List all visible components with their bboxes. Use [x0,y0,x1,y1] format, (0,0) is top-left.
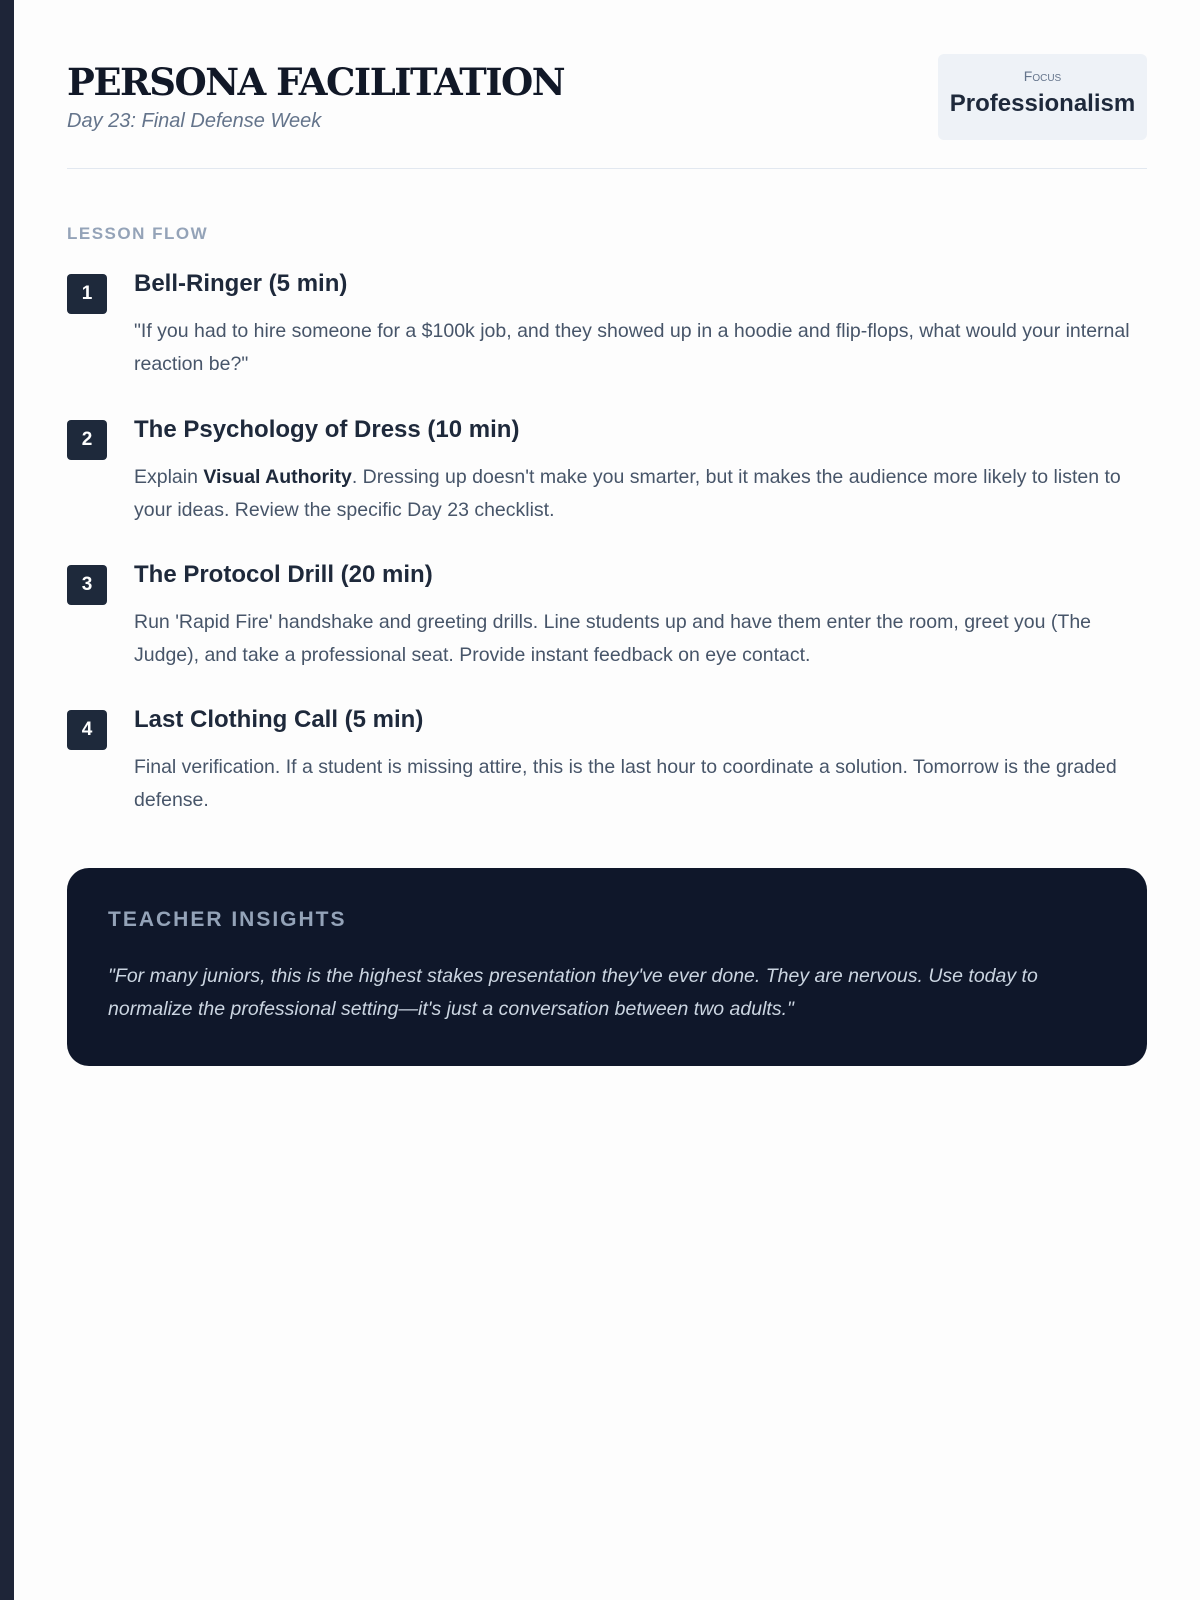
step-description-prefix: Explain [134,466,204,488]
lesson-flow-heading: LESSON FLOW [67,224,209,243]
step-description: Final verification. If a student is missing attire, this is the last hour to coordinate a solution. Tomorrow is the graded defense. [134,756,1117,811]
step-description-emphasis: Visual Authority [203,466,352,488]
step-title: The Psychology of Dress (10 min) [134,416,520,443]
focus-label: Focus [1023,68,1062,84]
step-number-badge: 1 [67,274,107,314]
step-title: Bell-Ringer (5 min) [134,270,348,297]
page-title: PERSONA FACILITATION [67,60,565,104]
step-title: Last Clothing Call (5 min) [134,706,424,733]
teacher-insights-heading: TEACHER INSIGHTS [108,908,347,931]
left-accent-bar [0,0,14,1600]
focus-badge [938,54,1147,140]
teacher-insights-card [67,868,1147,1066]
page-subtitle: Day 23: Final Defense Week [67,110,322,132]
lesson-page [67,0,1147,1020]
page-header [67,0,1147,169]
step-number-badge: 2 [67,420,107,460]
step-description: Run 'Rapid Fire' handshake and greeting drills. Line students up and have them enter the room, greet you (The Judge), and take a professional seat. Provide instant feedback on eye contact. [134,611,1092,666]
step-description-suffix: . Dressing up doesn't make you smarter, but it makes the audience more likely to listen to your ideas. Review the specific Day 23 checklist. [134,466,1121,521]
step-number-badge: 3 [67,565,107,605]
step-title: The Protocol Drill (20 min) [134,561,433,588]
teacher-insights-quote: "For many juniors, this is the highest stakes presentation they've ever done. They are nervous. Use today to normalize the professional setting—it's just a conversation between two adults." [108,965,1038,1020]
step-description [134,461,1144,527]
focus-value: Professionalism [949,90,1136,117]
step-description: "If you had to hire someone for a $100k job, and they showed up in a hoodie and flip-flops, what would your internal reaction be?" [134,320,1130,375]
step-number-badge: 4 [67,710,107,750]
